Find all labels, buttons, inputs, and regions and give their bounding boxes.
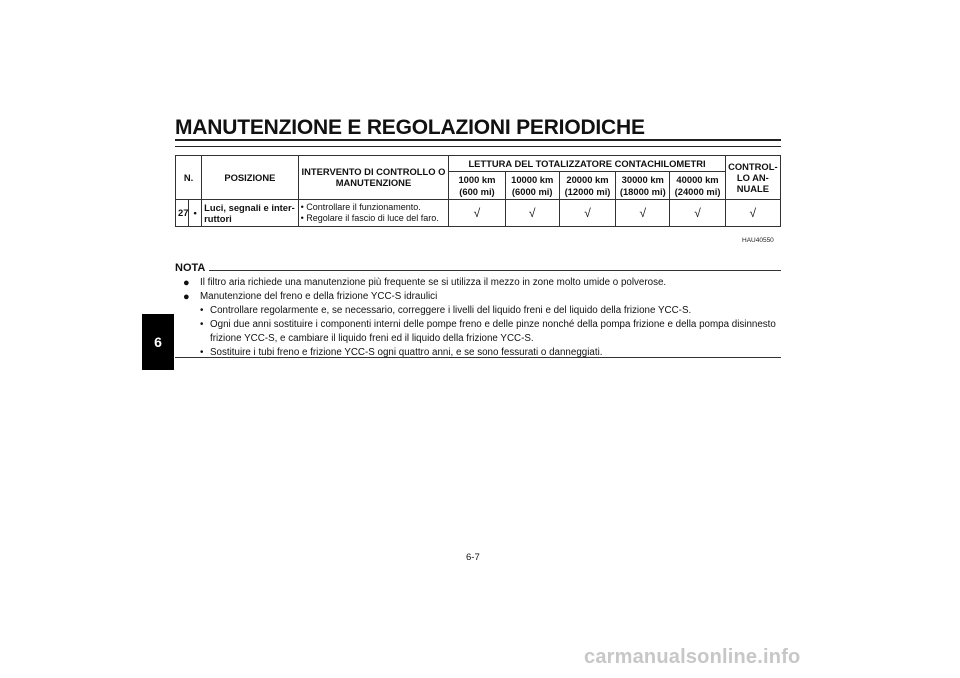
km-value: 1000 km [458,174,496,186]
row-actions [298,199,449,227]
nota-label: NOTA [175,262,209,274]
page-number: 6-7 [466,552,480,563]
header-annual-check: CONTROL-LO AN-NUALE [725,156,780,200]
km-value: 10000 km [511,174,554,186]
header-km-3 [559,172,615,200]
mi-value: (600 mi) [459,185,495,197]
km-value: 20000 km [566,174,609,186]
row-position: Luci, segnali e inter-ruttori [202,199,298,227]
nota-subitem-text: Sostituire i tubi freno e frizione YCC-S ogni quattro anni, e se sono fessurati o danneggiati. [210,347,603,358]
small-bullet-icon: • [200,347,204,358]
km-value: 30000 km [621,174,664,186]
nota-subitem-text: Ogni due anni sostituire i componenti interni delle pompe freno e delle pinze nonché della pompa frizione e della pompa disinnesto frizione YCC-S, e cambiare il liquido freni ed il liquido della frizione YCC-S. [210,319,776,344]
check-mark-1: √ [449,199,505,227]
mi-value: (18000 mi) [619,185,666,197]
small-bullet-icon: • [200,319,204,330]
header-km-1 [449,172,505,200]
nota-subitem-text: Controllare regolarmente e, se necessario, correggere i livelli del liquido freni e del liquido della frizione YCC-S. [210,305,692,316]
check-mark-3: √ [559,199,615,227]
chapter-tab: 6 [142,314,174,370]
header-position: POSIZIONE [202,156,298,200]
action-item: • Regolare il fascio di luce del faro. [300,213,439,224]
nota-item-text: Il filtro aria richiede una manutenzione più frequente se si utilizza il mezzo in zone molto umide o polverose. [200,277,667,288]
action-item: • Controllare il funzionamento. [300,202,421,213]
mi-value: (6000 mi) [511,185,553,197]
check-mark-2: √ [505,199,559,227]
check-mark-5: √ [670,199,725,227]
bullet-icon: ● [183,291,190,303]
nota-subitem [200,304,781,318]
small-bullet-icon: • [200,305,204,316]
nota-bottom-rule [175,357,781,358]
check-mark-4: √ [616,199,670,227]
km-value: 40000 km [676,174,719,186]
table-header-row [176,156,781,172]
maintenance-table [175,155,781,227]
mi-value: (24000 mi) [674,185,721,197]
header-odometer: LETTURA DEL TOTALIZZATORE CONTACHILOMETRI [449,156,725,172]
header-km-5 [670,172,725,200]
nota-rule [207,270,781,271]
nota-subitem [200,318,781,346]
header-num: N. [176,156,202,200]
row-bullet: • [189,199,202,227]
header-intervention: INTERVENTO DI CONTROLLO O MANUTENZIONE [298,156,449,200]
table-row [176,199,781,227]
nota-item [183,276,781,290]
nota-sublist [200,304,781,360]
bullet-icon: ● [183,277,190,289]
title-rule [175,139,781,147]
check-mark-annual: √ [725,199,780,227]
nota-item [183,290,781,360]
nota-item-text: Manutenzione del freno e della frizione YCC-S idraulici [200,291,438,302]
mi-value: (12000 mi) [564,185,611,197]
header-km-4 [616,172,670,200]
reference-code: HAU40550 [742,237,774,244]
header-km-2 [505,172,559,200]
watermark[interactable]: carmanualsonline.info [584,646,801,668]
nota-list [183,276,781,360]
row-number: 27 [176,199,189,227]
page-title: MANUTENZIONE E REGOLAZIONI PERIODICHE [175,116,645,139]
